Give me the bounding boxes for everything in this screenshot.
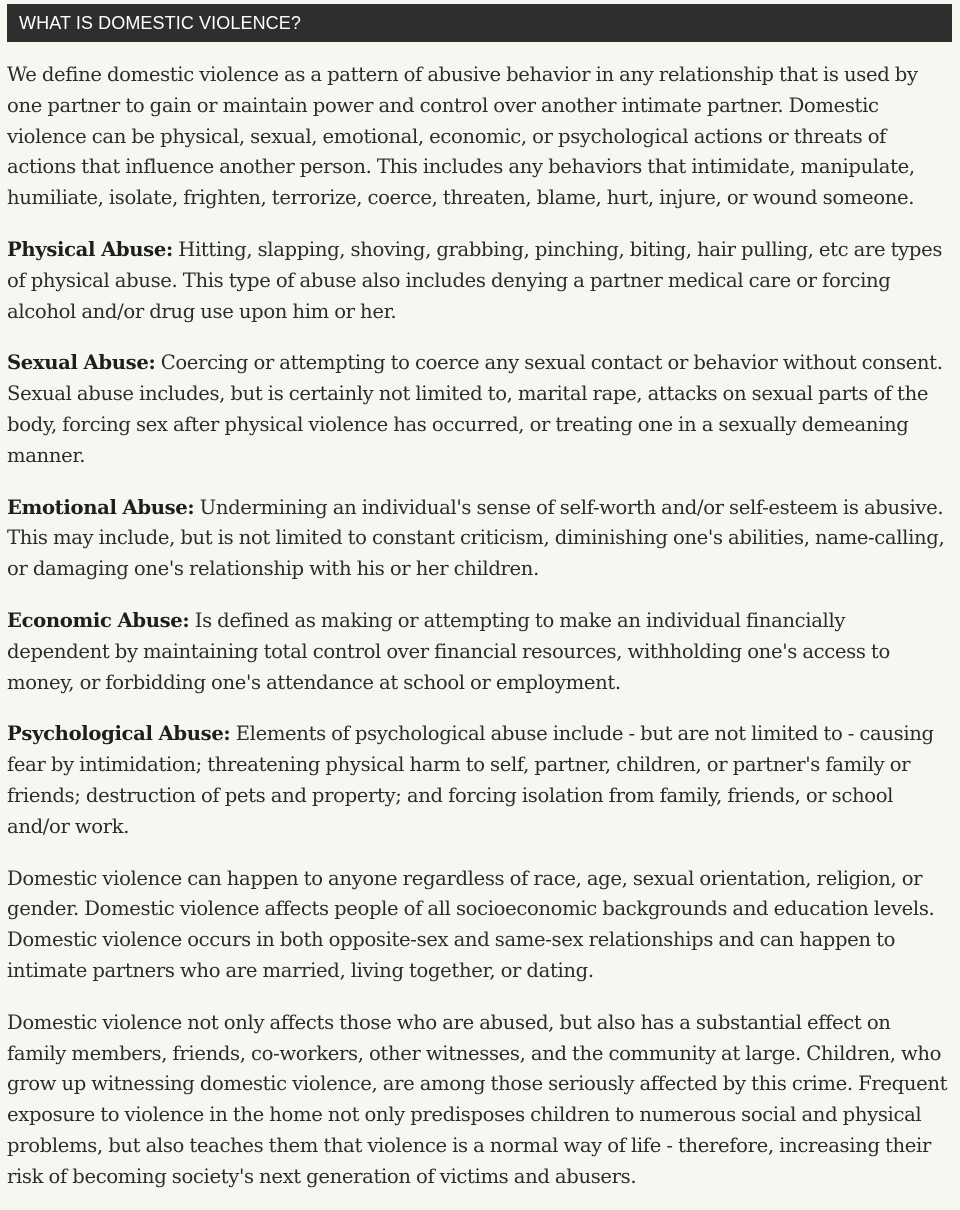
who-is-affected-paragraph — [7, 864, 952, 987]
community-effect-paragraph — [7, 1008, 952, 1193]
economic-abuse-heading: Economic Abuse: — [7, 608, 190, 632]
intro-text: We define domestic violence as a pattern of abusive behavior in any relationship that is used by one partner to gain or maintain power and control over another intimate partner. Domestic violence can be physical, sexual, emotional, economic, or psychological actions or threats of actions that influence another person. This includes any behaviors that intimidate, manipulate, humiliate, isolate, frighten, terrorize, coerce, threaten, blame, hurt, injure, or wound someone. — [7, 63, 918, 210]
emotional-abuse-paragraph — [7, 493, 952, 585]
emotional-abuse-text: Undermining an individual's sense of self-worth and/or self-esteem is abusive. This may include, but is not limited to constant criticism, diminishing one's abilities, name-calling, or damaging one's relationship with his or her children. — [7, 495, 945, 581]
economic-abuse-paragraph — [7, 606, 952, 698]
psychological-abuse-paragraph — [7, 719, 952, 842]
sexual-abuse-text: Coercing or attempting to coerce any sexual contact or behavior without consent. Sexual abuse includes, but is certainly not limited to, marital rape, attacks on sexual parts of the body, forcing sex after physical violence has occurred, or treating one in a sexually demeaning manner. — [7, 351, 943, 467]
psychological-abuse-heading: Psychological Abuse: — [7, 722, 231, 746]
economic-abuse-text: Is defined as making or attempting to make an individual financially dependent by maintaining total control over financial resources, withholding one's access to money, or forbidding one's attendance at school or employment. — [7, 608, 890, 694]
who-is-affected-text: Domestic violence can happen to anyone regardless of race, age, sexual orientation, religion, or gender. Domestic violence affects people of all socioeconomic backgrounds and education levels. Domestic violence occurs in both opposite-sex and same-sex relationships and can happen to intimate partners who are married, living together, or dating. — [7, 866, 935, 982]
intro-paragraph — [7, 60, 952, 214]
community-effect-text: Domestic violence not only affects those who are abused, but also has a substantial effect on family members, friends, co-workers, other witnesses, and the community at large. Children, who grow up witnessing domestic violence, are among those seriously affected by this crime. Frequent exposure to violence in the home not only predisposes children to numerous social and physical problems, but also teaches them that violence is a normal way of life - therefore, increasing their risk of becoming society's next generation of victims and abusers. — [7, 1010, 948, 1188]
physical-abuse-heading: Physical Abuse: — [7, 237, 173, 261]
sexual-abuse-paragraph — [7, 348, 952, 471]
psychological-abuse-text: Elements of psychological abuse include - but are not limited to - causing fear by intimidation; threatening physical harm to self, partner, children, or partner's family or friends; destruction of pets and property; and forcing isolation from family, friends, or school and/or work. — [7, 722, 934, 838]
article-body — [7, 60, 952, 1193]
section-title: WHAT IS DOMESTIC VIOLENCE? — [19, 13, 301, 33]
physical-abuse-text: Hitting, slapping, shoving, grabbing, pinching, biting, hair pulling, etc are types of physical abuse. This type of abuse also includes denying a partner medical care or forcing alcohol and/or drug use upon him or her. — [7, 237, 943, 323]
physical-abuse-paragraph — [7, 235, 952, 327]
section-header — [7, 4, 952, 42]
sexual-abuse-heading: Sexual Abuse: — [7, 351, 156, 375]
emotional-abuse-heading: Emotional Abuse: — [7, 495, 195, 519]
